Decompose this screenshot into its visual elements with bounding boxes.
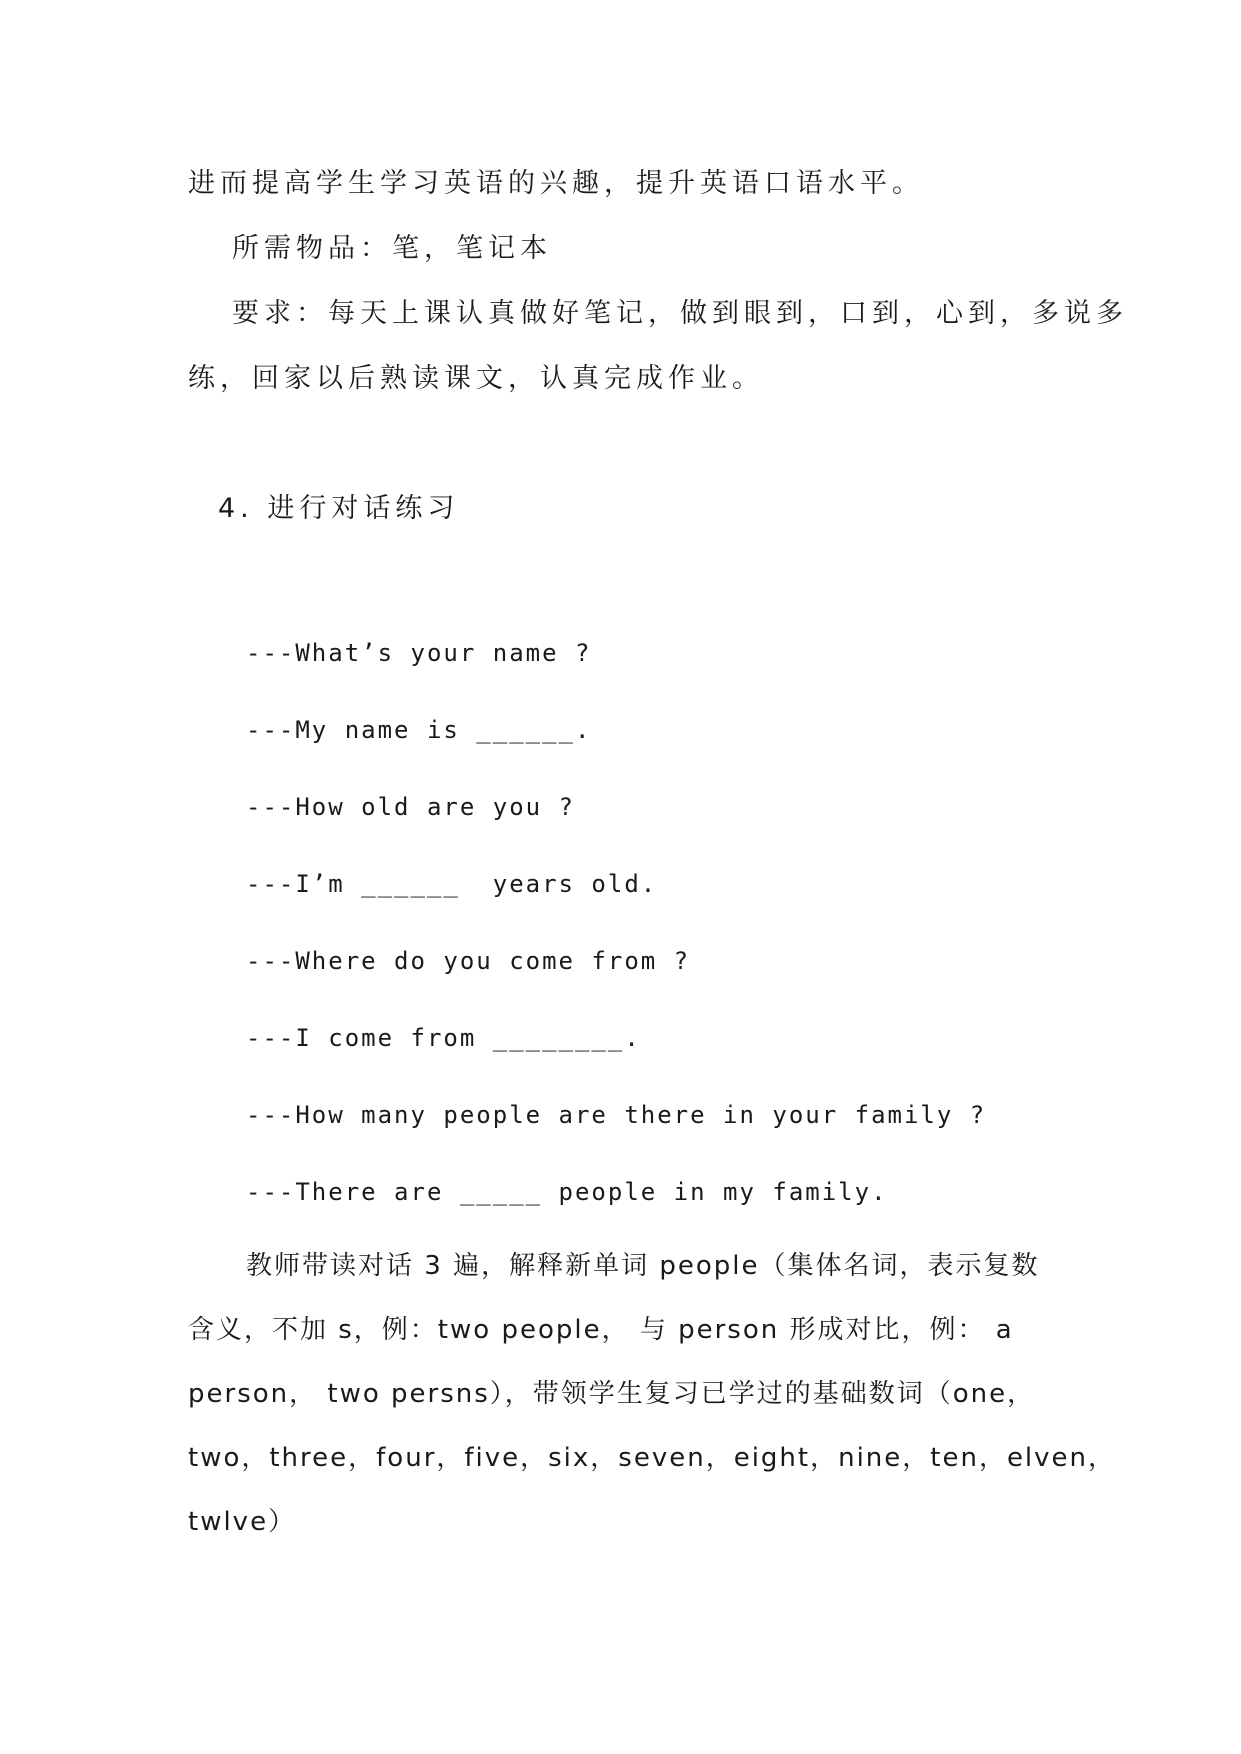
dialogue-line: ---What’s your name ? xyxy=(246,639,592,667)
dialogue-line: ---There are _____ people in my family. xyxy=(246,1178,888,1206)
materials-line: 所需物品：笔，笔记本 xyxy=(232,233,552,264)
explanation-line-1: 教师带读对话 3 遍，解释新单词 people（集体名词，表示复数 xyxy=(246,1251,1040,1281)
dialogue-line: ---My name is ______. xyxy=(246,716,592,744)
dialogue-line: ---I’m ______ years old. xyxy=(246,870,658,898)
intro-paragraph-line: 进而提高学生学习英语的兴趣，提升英语口语水平。 xyxy=(188,168,924,199)
explanation-line-4: two，three，four，five，six，seven，eight，nine，ten，elven， xyxy=(188,1443,1117,1473)
dialogue-line: ---How old are you ? xyxy=(246,793,575,821)
explanation-line-5: twlve） xyxy=(188,1507,297,1537)
section-heading: 4. 进行对话练习 xyxy=(218,493,460,524)
requirements-line-2: 练，回家以后熟读课文，认真完成作业。 xyxy=(188,363,764,394)
dialogue-line: ---I come from ________. xyxy=(246,1024,641,1052)
explanation-line-3: person， two persns），带领学生复习已学过的基础数词（one， xyxy=(188,1379,1036,1409)
dialogue-line: ---How many people are there in your family ? xyxy=(246,1101,987,1129)
explanation-line-2: 含义，不加 s，例：two people， 与 person 形成对比，例： a xyxy=(188,1315,1014,1345)
dialogue-line: ---Where do you come from ? xyxy=(246,947,691,975)
requirements-line-1: 要求：每天上课认真做好笔记，做到眼到，口到，心到，多说多 xyxy=(232,298,1128,329)
